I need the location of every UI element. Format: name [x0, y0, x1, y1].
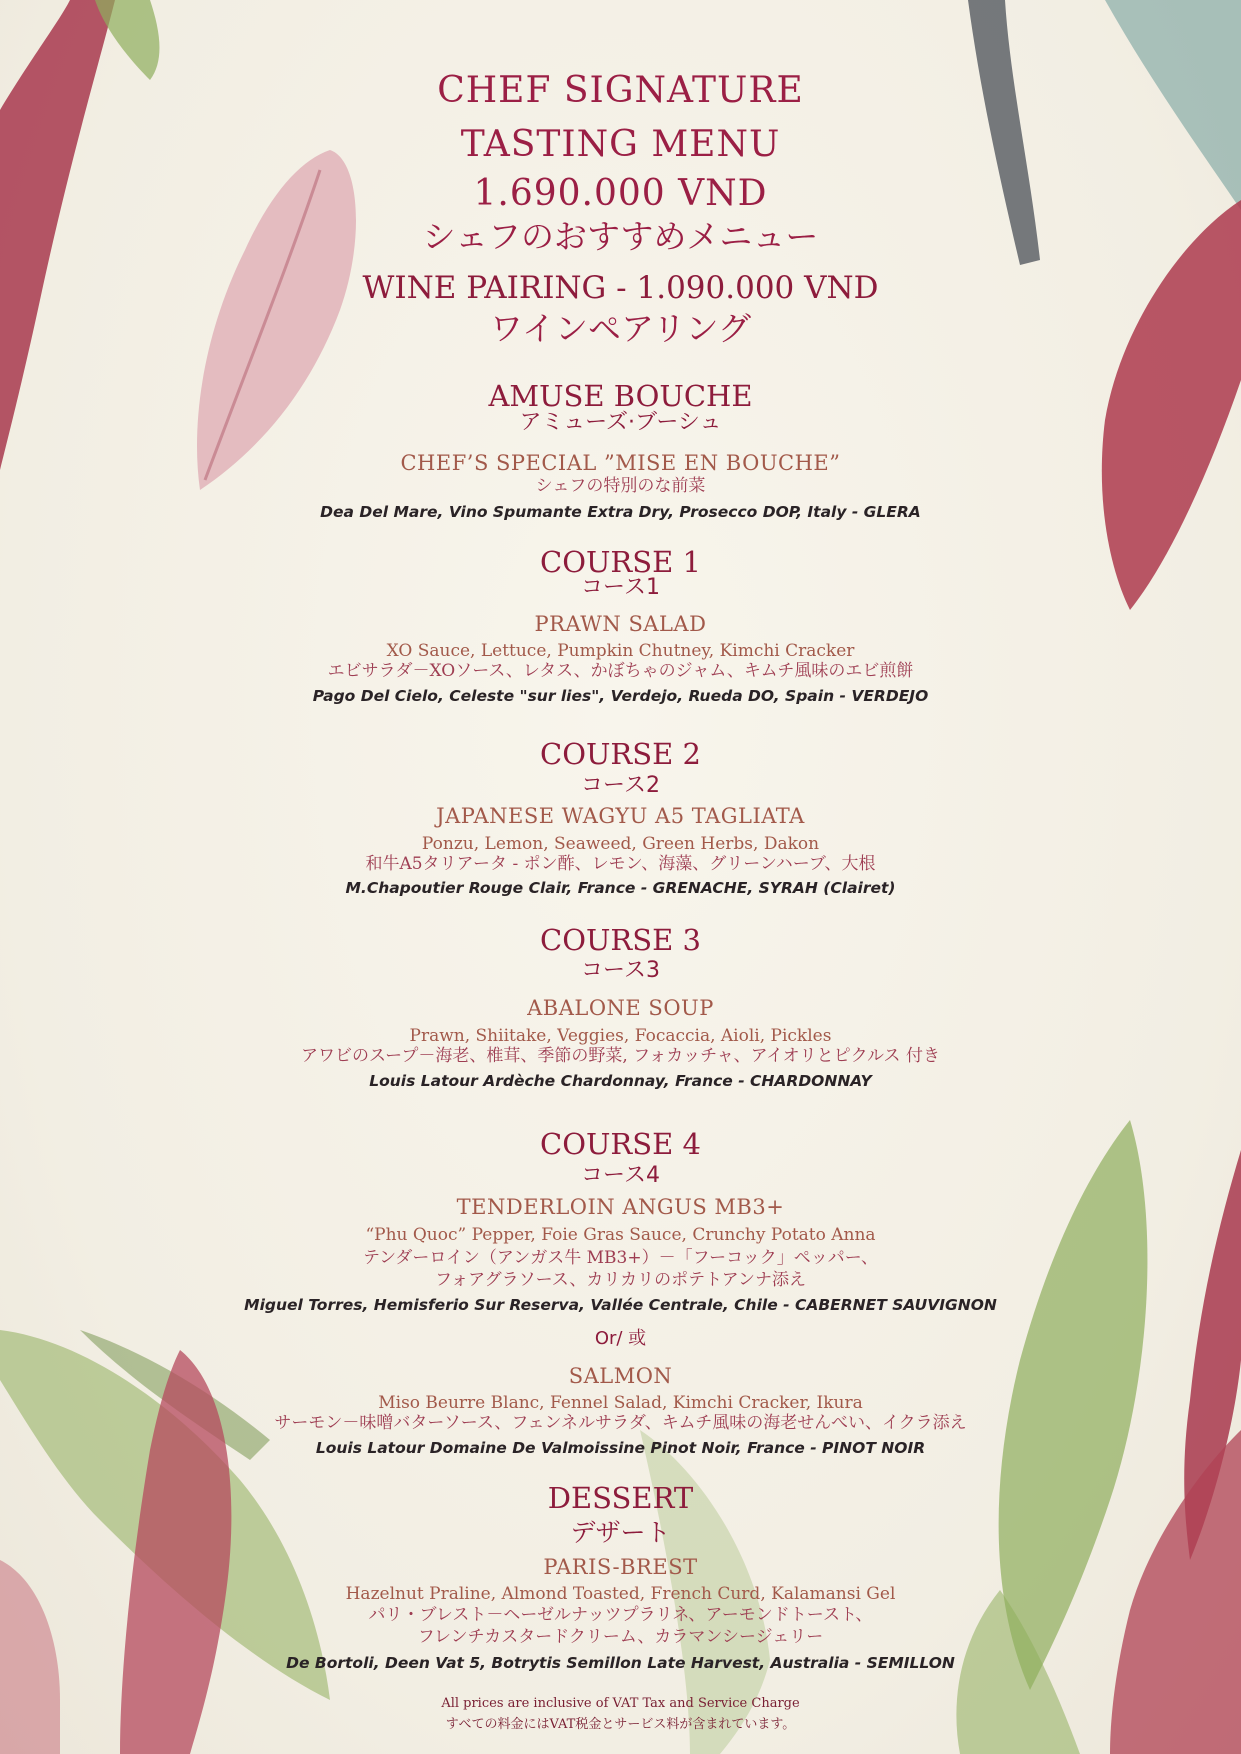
course3-wine: Louis Latour Ardèche Chardonnay, France - CHARDONNAY: [369, 1072, 872, 1090]
course4-alt-desc-jp: サーモン－味噌バターソース、フェンネルサラダ、キムチ風味の海老せんべい、イクラ添え: [274, 1413, 967, 1433]
dessert-desc-jp-line2: フレンチカスタードクリーム、カラマンシージェリー: [417, 1627, 824, 1647]
course4-wine: Miguel Torres, Hemisferio Sur Reserva, Vallée Centrale, Chile - CABERNET SAUVIGNON: [244, 1296, 997, 1314]
course4-or-separator: Or/ 或: [594, 1328, 647, 1349]
course2-desc: Ponzu, Lemon, Seaweed, Green Herbs, Dakon: [421, 834, 820, 854]
dessert-heading-jp: デザート: [570, 1518, 671, 1547]
wine-pairing-japanese: ワインペアリング: [489, 309, 752, 348]
course4-alt-desc: Miso Beurre Blanc, Fennel Salad, Kimchi Cracker, Ikura: [378, 1393, 863, 1413]
title-line-1: CHEF SIGNATURE: [437, 70, 804, 111]
amuse-heading: AMUSE BOUCHE: [488, 379, 753, 413]
course2-wine: M.Chapoutier Rouge Clair, France - GRENACHE, SYRAH (Clairet): [345, 879, 896, 897]
dessert-dish: PARIS-BREST: [543, 1555, 698, 1579]
menu-price: 1.690.000 VND: [473, 173, 768, 214]
dessert-wine: De Bortoli, Deen Vat 5, Botrytis Semillon Late Harvest, Australia - SEMILLON: [286, 1654, 955, 1672]
course1-wine: Pago Del Cielo, Celeste "sur lies", Verdejo, Rueda DO, Spain - VERDEJO: [312, 687, 929, 705]
amuse-dish: CHEF’S SPECIAL ”MISE EN BOUCHE”: [400, 451, 841, 475]
dessert-desc: Hazelnut Praline, Almond Toasted, French Curd, Kalamansi Gel: [345, 1584, 896, 1604]
course1-heading-jp: コース1: [581, 575, 660, 600]
title-line-2: TASTING MENU: [460, 124, 781, 165]
course4-heading-jp: コース4: [581, 1163, 660, 1188]
course4-desc-jp-line2: フォアグラソース、カリカリのポテトアンナ添え: [435, 1270, 806, 1290]
course2-heading-jp: コース2: [581, 773, 660, 798]
course4-heading: COURSE 4: [540, 1127, 701, 1161]
course2-desc-jp: 和牛A5タリアータ - ポン酢、レモン、海藻、グリーンハーブ、大根: [365, 854, 876, 874]
title-japanese: シェフのおすすめメニュー: [422, 217, 819, 256]
course4-alt-wine: Louis Latour Domaine De Valmoissine Pinot Noir, France - PINOT NOIR: [315, 1439, 926, 1457]
footer-price-note-jp: すべての料金にはVAT税金とサービス料が含まれています。: [445, 1717, 796, 1732]
course4-desc-jp-line1: テンダーロイン（アンガス牛 MB3+）－「フーコック」ペッパー、: [362, 1248, 879, 1268]
course3-heading: COURSE 3: [540, 923, 701, 957]
course1-heading: COURSE 1: [540, 545, 701, 579]
course3-dish: ABALONE SOUP: [527, 996, 714, 1020]
course2-heading: COURSE 2: [540, 737, 701, 771]
amuse-heading-jp: アミューズ·ブーシュ: [519, 410, 722, 435]
course2-dish: JAPANESE WAGYU A5 TAGLIATA: [436, 804, 805, 828]
course1-desc: XO Sauce, Lettuce, Pumpkin Chutney, Kimchi Cracker: [386, 641, 855, 661]
course3-desc: Prawn, Shiitake, Veggies, Focaccia, Aioli, Pickles: [409, 1026, 832, 1046]
green-leaf-top-left: [95, 0, 159, 80]
dessert-heading: DESSERT: [547, 1481, 694, 1515]
amuse-dish-jp: シェフの特別のな前菜: [535, 476, 706, 496]
amuse-wine: Dea Del Mare, Vino Spumante Extra Dry, Prosecco DOP, Italy - GLERA: [320, 503, 921, 521]
course4-alt-dish: SALMON: [568, 1364, 673, 1388]
course1-desc-jp: エビサラダ－XOソース、レタス、かぼちゃのジャム、キムチ風味のエビ煎餅: [327, 661, 914, 681]
course4-dish: TENDERLOIN ANGUS MB3+: [456, 1195, 785, 1219]
course3-heading-jp: コース3: [581, 958, 660, 983]
footer-price-note: All prices are inclusive of VAT Tax and Service Charge: [441, 1696, 800, 1711]
course4-desc: “Phu Quoc” Pepper, Foie Gras Sauce, Crunchy Potato Anna: [365, 1225, 876, 1245]
wine-pairing-price: WINE PAIRING - 1.090.000 VND: [362, 270, 879, 306]
course3-desc-jp: アワビのスープ－海老、椎茸、季節の野菜, フォカッチャ、アイオリとピクルス 付き: [301, 1046, 940, 1066]
course1-dish: PRAWN SALAD: [534, 612, 707, 636]
dessert-desc-jp-line1: パリ・ブレスト－ヘーゼルナッツプラリネ、アーモンドトースト、: [368, 1605, 873, 1625]
